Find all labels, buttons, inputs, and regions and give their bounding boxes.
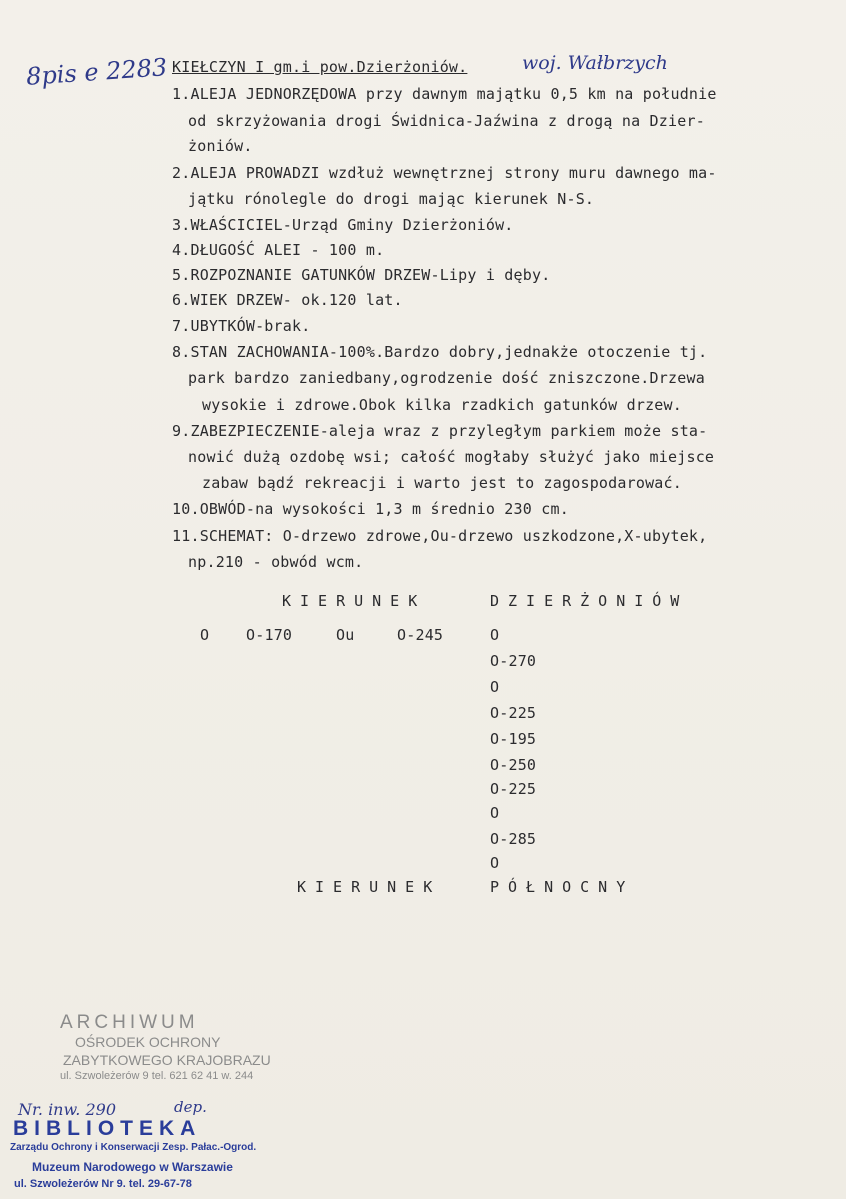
text-line: jątku rónolegle do drogi mając kierunek N-S. — [188, 190, 595, 208]
schema-column-item: O — [490, 804, 500, 822]
schema-column-item: O-285 — [490, 830, 537, 848]
document-title: KIEŁCZYN I gm.i pow.Dzierżoniów. — [172, 58, 468, 76]
header-note: woj. Wałbrzych — [522, 52, 668, 74]
archive-stamp-line: ul. Szwoleżerów 9 tel. 621 62 41 w. 244 — [60, 1070, 254, 1082]
schema-row-item: O — [200, 626, 210, 644]
schema-row-item: O-245 — [397, 626, 444, 644]
text-line: wysokie i zdrowe.Obok kilka rzadkich gatunków drzew. — [202, 396, 682, 414]
archive-stamp-title: ARCHIWUM — [60, 1012, 199, 1033]
text-line: 11.SCHEMAT: O-drzewo zdrowe,Ou-drzewo uszkodzone,X-ubytek, — [172, 527, 708, 545]
text-line: 9.ZABEZPIECZENIE-aleja wraz z przyległym parkiem może sta- — [172, 422, 708, 440]
text-line: nowić dużą ozdobę wsi; całość mogłaby służyć jako miejsce — [188, 448, 715, 466]
text-line: żoniów. — [188, 137, 253, 155]
margin-note: 8pis e 2283 — [25, 53, 168, 91]
schema-column-item: O — [490, 626, 500, 644]
archive-stamp-line: ZABYTKOWEGO KRAJOBRAZU — [63, 1052, 271, 1068]
text-line: 3.WŁAŚCICIEL-Urząd Gminy Dzierżoniów. — [172, 216, 514, 234]
text-line: 1.ALEJA JEDNORZĘDOWA przy dawnym majątku 0,5 km na południe — [172, 85, 717, 103]
library-stamp-title: BIBLIOTEKA — [13, 1117, 202, 1140]
archive-stamp-line: OŚRODEK OCHRONY — [75, 1034, 221, 1050]
text-line: 10.OBWÓD-na wysokości 1,3 m średnio 230 cm. — [172, 500, 569, 518]
library-stamp-line: Muzeum Narodowego w Warszawie — [32, 1160, 233, 1174]
text-line: 6.WIEK DRZEW- ok.120 lat. — [172, 291, 403, 309]
text-line: 7.UBYTKÓW-brak. — [172, 317, 311, 335]
text-line: 8.STAN ZACHOWANIA-100%.Bardzo dobry,jednakże otoczenie tj. — [172, 343, 708, 361]
schema-label-polnocny: PÓŁNOCNY — [490, 878, 635, 896]
text-line: np.210 - obwód wcm. — [188, 553, 364, 571]
text-line: 4.DŁUGOŚĆ ALEI - 100 m. — [172, 241, 385, 259]
schema-column-item: O-225 — [490, 704, 537, 722]
schema-row-item: Ou — [336, 626, 355, 644]
library-stamp-line: ul. Szwoleżerów Nr 9. tel. 29-67-78 — [14, 1178, 192, 1190]
schema-label-kierunek-bottom: KIERUNEK — [297, 878, 442, 896]
text-line: 2.ALEJA PROWADZI wzdłuż wewnętrznej strony muru dawnego ma- — [172, 164, 717, 182]
inventory-number: Nr. inw. 290 — [18, 1100, 116, 1119]
schema-column-item: O-250 — [490, 756, 537, 774]
text-line: zabaw bądź rekreacji i warto jest to zagospodarować. — [202, 474, 682, 492]
schema-label-dzierzoniow: DZIERŻONIÓW — [490, 592, 689, 610]
schema-column-item: O — [490, 678, 500, 696]
schema-column-item: O-270 — [490, 652, 537, 670]
text-line: od skrzyżowania drogi Świdnica-Jaźwina z drogą na Dzier- — [188, 112, 705, 130]
text-line: 5.ROZPOZNANIE GATUNKÓW DRZEW-Lipy i dęby. — [172, 266, 551, 284]
library-stamp-line: Zarządu Ochrony i Konserwacji Zesp. Pałac.-Ogrod. — [10, 1142, 257, 1153]
schema-column-item: O — [490, 854, 500, 872]
schema-column-item: O-225 — [490, 780, 537, 798]
schema-row-item: O-170 — [246, 626, 293, 644]
text-line: park bardzo zaniedbany,ogrodzenie dość zniszczone.Drzewa — [188, 369, 705, 387]
deposit-note: dep. — [174, 1098, 207, 1116]
schema-label-kierunek-top: KIERUNEK — [282, 592, 427, 610]
schema-column-item: O-195 — [490, 730, 537, 748]
